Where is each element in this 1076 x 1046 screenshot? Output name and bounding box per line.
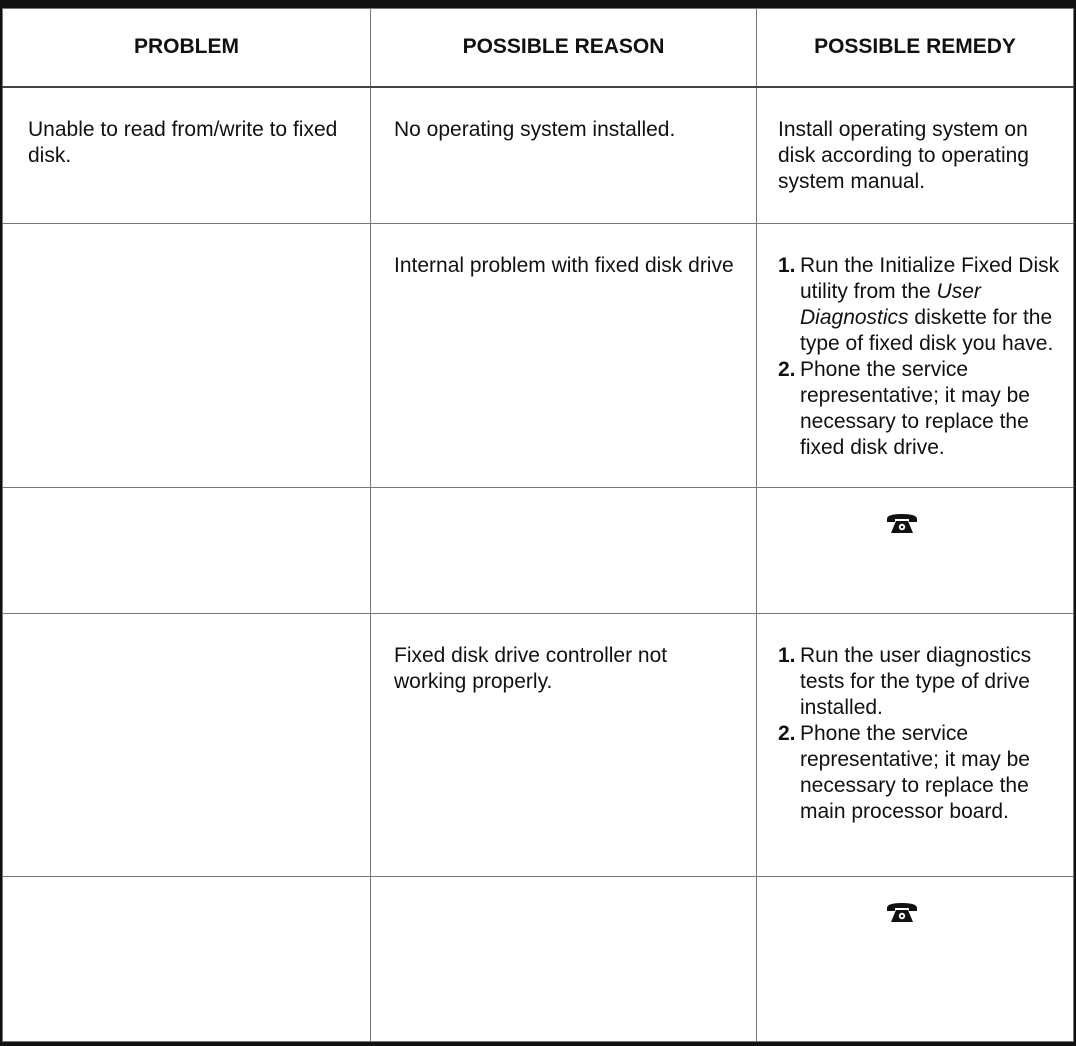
- troubleshooting-table: [2, 8, 1074, 1042]
- table-row: [3, 488, 1074, 614]
- remedy-cell: [757, 488, 1074, 614]
- telephone-icon: [885, 512, 919, 536]
- reason-cell: [371, 877, 757, 1042]
- reason-cell: [371, 224, 757, 488]
- remedy-step: [778, 643, 1069, 721]
- step-text: Run the Initialize Fixed Disk utility from the: [800, 254, 1060, 303]
- remedy-steps: [778, 643, 1069, 825]
- header-possible-remedy: POSSIBLE REMEDY: [757, 9, 1074, 87]
- problem-cell: [3, 614, 371, 877]
- step-text: Phone the service representative; it may be necessary to replace the fixed disk drive.: [800, 358, 1030, 459]
- problem-text: [3, 614, 370, 643]
- reason-cell: [371, 87, 757, 224]
- reason-cell: [371, 488, 757, 614]
- problem-cell: [3, 87, 371, 224]
- reason-text: No operating system installed.: [394, 117, 676, 141]
- step-number: 1.: [778, 644, 796, 667]
- step-text: Phone the service representative; it may be necessary to replace the main processor board.: [800, 722, 1030, 823]
- step-text: Run the user diagnostics tests for the type of drive installed.: [800, 644, 1032, 719]
- table-row: [3, 877, 1074, 1042]
- remedy-cell: [757, 224, 1074, 488]
- reason-text: Fixed disk drive controller not working properly.: [394, 644, 668, 693]
- problem-text: [3, 488, 370, 517]
- remedy-cell: [757, 877, 1074, 1042]
- reason-cell: [371, 614, 757, 877]
- remedy-step: [778, 721, 1069, 825]
- table-row: [3, 87, 1074, 224]
- table-row: [3, 224, 1074, 488]
- remedy-cell: [757, 614, 1074, 877]
- problem-text: Unable to read from/write to fixed disk.: [28, 117, 338, 167]
- problem-text: [3, 877, 370, 906]
- table-row: [3, 614, 1074, 877]
- header-possible-reason: POSSIBLE REASON: [371, 9, 757, 87]
- reason-text: Internal problem with fixed disk drive: [394, 254, 734, 277]
- remedy-steps: [778, 253, 1069, 461]
- remedy-step: [778, 253, 1069, 357]
- remedy-step: [778, 357, 1069, 461]
- step-number: 1.: [778, 254, 796, 277]
- problem-cell: [3, 488, 371, 614]
- reason-text: [371, 877, 756, 906]
- manual-title: User Diagnostics: [800, 280, 981, 329]
- problem-text: [3, 224, 370, 253]
- step-number: 2.: [778, 722, 796, 745]
- reason-text: [371, 488, 756, 517]
- step-text: diskette for the type of fixed disk you have.: [800, 306, 1054, 355]
- problem-cell: [3, 224, 371, 488]
- problem-cell: [3, 877, 371, 1042]
- header-problem: PROBLEM: [3, 9, 371, 87]
- remedy-text: Install operating system on disk according to operating system manual.: [778, 117, 1029, 193]
- remedy-cell: [757, 87, 1074, 224]
- telephone-icon: [885, 901, 919, 925]
- header-row: [3, 9, 1074, 87]
- step-number: 2.: [778, 358, 796, 381]
